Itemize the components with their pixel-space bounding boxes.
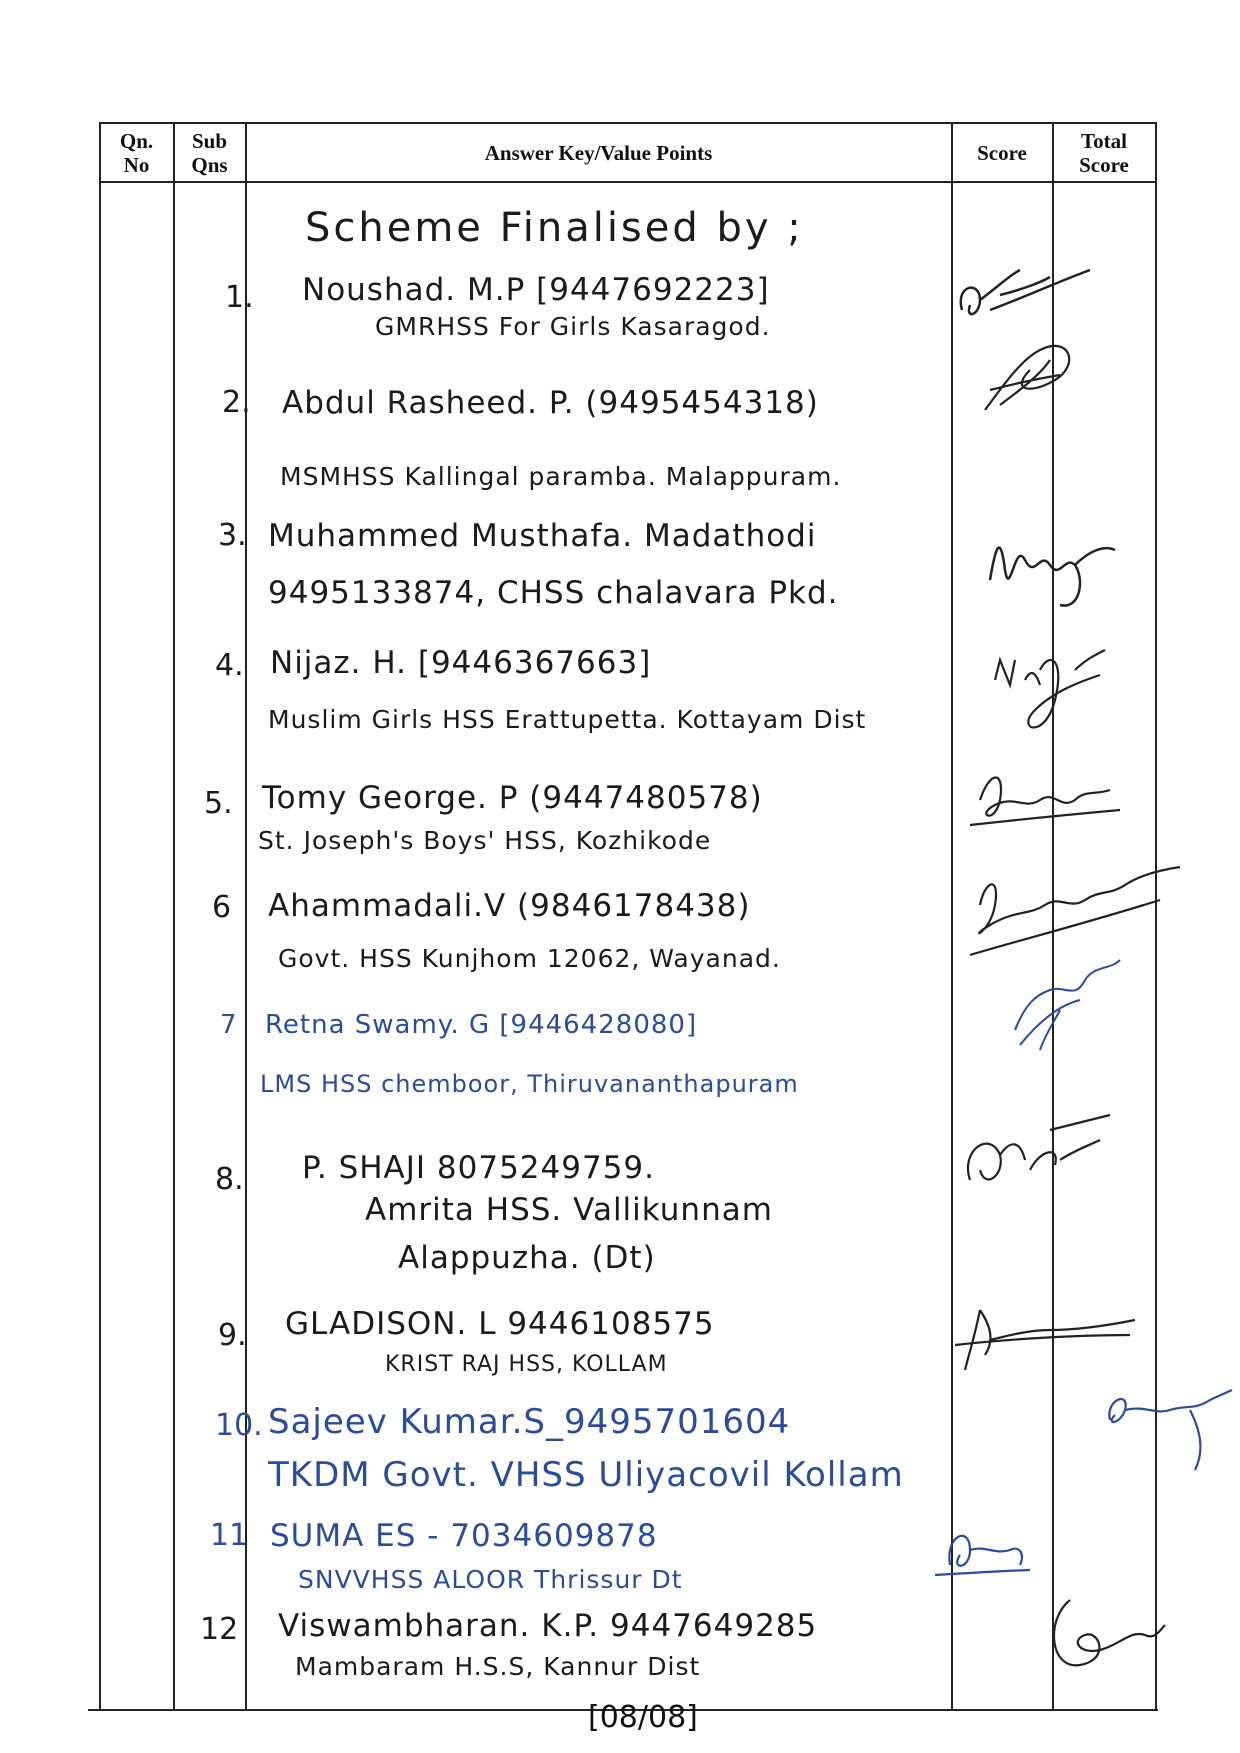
signature-8 [950,1110,1130,1210]
entry-name: Viswambharan. K.P. 9447649285 [278,1608,818,1644]
entry-name: Retna Swamy. G [9446428080] [265,1010,698,1040]
entry-number: 8. [215,1162,244,1197]
entry-school: St. Joseph's Boys' HSS, Kozhikode [258,826,712,855]
col-border-left [99,122,101,1711]
page-number: [08/08] [588,1700,698,1735]
entry-number: 3. [218,518,247,553]
signature-5 [965,760,1125,840]
entry-school: Mambaram H.S.S, Kannur Dist [295,1652,701,1681]
col-border-answer [951,122,953,1711]
col-border-qn [173,122,175,1711]
entry-number: 10. [215,1408,263,1443]
signature-10 [1100,1380,1235,1475]
signature-3 [980,510,1120,620]
entry-number: 6 [212,890,232,925]
entry-school: GMRHSS For Girls Kasaragod. [375,312,771,341]
header-total-score: Total Score [1079,129,1129,177]
signature-9 [950,1300,1140,1380]
signature-4 [985,640,1115,750]
entry-name: Sajeev Kumar.S_9495701604 [268,1402,791,1442]
entry-school: KRIST RAJ HSS, KOLLAM [385,1352,668,1377]
signature-2 [970,320,1090,430]
entry-number: 2. [222,385,251,420]
entry-school: Muslim Girls HSS Erattupetta. Kottayam Dist [268,705,867,734]
header-answer-key: Answer Key/Value Points [484,141,713,165]
entry-name: Muhammed Musthafa. Madathodi [268,518,817,554]
entry-name: GLADISON. L 9446108575 [285,1306,715,1342]
entry-name: Ahammadali.V (9846178438) [268,888,751,924]
entry-number: 9. [218,1318,247,1353]
header-sub-qns: Sub Qns [191,129,228,177]
entry-school: SNVVHSS ALOOR Thrissur Dt [298,1565,683,1594]
entry-school: TKDM Govt. VHSS Uliyacovil Kollam [268,1455,904,1495]
entry-number: 5. [204,786,233,821]
entry-school: MSMHSS Kallingal paramba. Malappuram. [280,462,842,491]
entry-number: 1. [225,280,254,315]
entry-number: 12 [200,1612,239,1647]
signature-12 [1040,1580,1170,1680]
col-border-sub [245,122,247,1711]
entry-school: 9495133874, CHSS chalavara Pkd. [268,575,839,611]
header-score: Score [977,141,1027,165]
entry-number: 7 [220,1010,237,1040]
entry-name: Nijaz. H. [9446367663] [270,645,652,681]
signature-11 [930,1515,1040,1585]
entry-school: Govt. HSS Kunjhom 12062, Wayanad. [278,944,781,973]
entry-name: SUMA ES - 7034609878 [270,1518,658,1554]
entry-school-line2: Alappuzha. (Dt) [398,1240,656,1276]
entry-number: 11 [210,1518,249,1553]
entry-name: Tomy George. P (9447480578) [262,780,763,816]
entry-name: Abdul Rasheed. P. (9495454318) [282,385,819,421]
entry-school: LMS HSS chemboor, Thiruvananthapuram [260,1070,799,1098]
header-qn-no: Qn. No [119,129,154,177]
signature-7 [1000,950,1140,1060]
entry-school: Amrita HSS. Vallikunnam [365,1192,773,1228]
entry-number: 4. [215,648,244,683]
entry-name: Noushad. M.P [9447692223] [302,272,770,308]
entry-name: P. SHAJI 8075249759. [302,1150,655,1186]
scheme-title: Scheme Finalised by ; [305,205,804,251]
